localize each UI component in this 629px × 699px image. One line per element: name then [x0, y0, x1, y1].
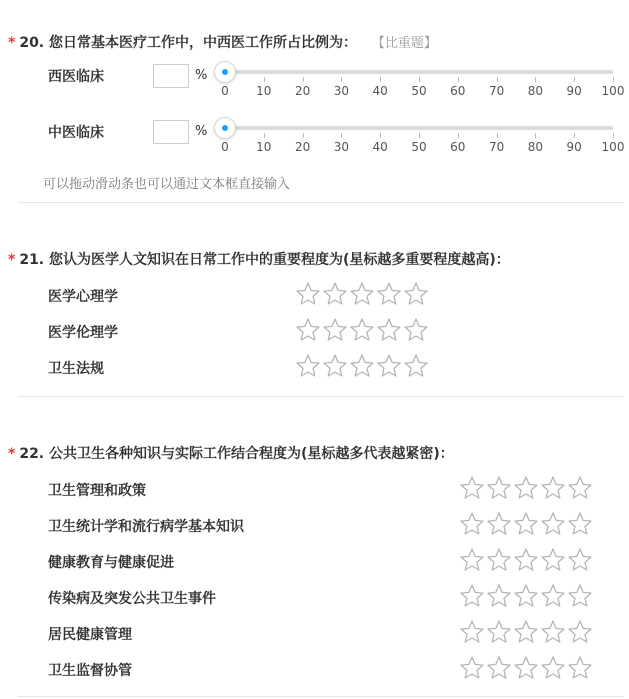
star-icon[interactable]	[540, 475, 566, 501]
star-icon[interactable]	[486, 475, 512, 501]
slider-tick-label: 80	[527, 140, 544, 154]
slider-tick-label: 80	[527, 84, 544, 98]
slider-scale	[221, 77, 625, 99]
q22-row-label: 卫生统计学和流行病学基本知识	[48, 519, 244, 535]
slider-tick-label: 90	[566, 84, 582, 98]
required-mark: *	[8, 446, 16, 462]
slider-tick	[574, 133, 575, 138]
q21-title	[8, 249, 510, 269]
q20-western-percent-sign: %	[195, 68, 208, 83]
q22-row-label: 卫生监督协管	[48, 663, 132, 679]
q22-row-label: 传染病及突发公共卫生事件	[48, 591, 216, 607]
q20-title	[8, 32, 437, 52]
q20-chinese-slider[interactable]	[221, 126, 625, 156]
slider-tick	[613, 133, 614, 138]
slider-scale	[221, 133, 625, 155]
q20-title-text: 您日常基本医疗工作中，中西医工作所占比例为：	[49, 35, 358, 51]
star-icon[interactable]	[403, 317, 429, 343]
slider-tick	[264, 77, 265, 82]
slider-tick-label: 70	[488, 140, 505, 154]
q21-title-text: 您认为医学人文知识在日常工作中的重要程度为(星标越多重要程度越高)：	[49, 252, 510, 268]
slider-tick	[613, 77, 614, 82]
star-icon[interactable]	[459, 655, 485, 681]
star-icon[interactable]	[486, 511, 512, 537]
question-divider	[18, 396, 624, 397]
star-icon[interactable]	[513, 655, 539, 681]
star-icon[interactable]	[540, 511, 566, 537]
star-icon[interactable]	[295, 353, 321, 379]
slider-tick	[303, 133, 304, 138]
slider-tick	[497, 133, 498, 138]
star-icon[interactable]	[376, 353, 402, 379]
star-icon[interactable]	[376, 317, 402, 343]
q21-number: 21.	[19, 252, 45, 268]
slider-tick	[535, 77, 536, 82]
slider-tick	[535, 133, 536, 138]
q22-row-label: 健康教育与健康促进	[48, 555, 174, 571]
slider-tick-label: 40	[372, 140, 388, 154]
star-icon[interactable]	[322, 281, 348, 307]
slider-tick	[380, 133, 381, 138]
slider-tick-label: 70	[488, 84, 505, 98]
q20-western-slider[interactable]	[221, 70, 625, 100]
star-icon[interactable]	[567, 547, 593, 573]
slider-tick-label: 40	[372, 84, 388, 98]
slider-tick	[458, 133, 459, 138]
star-icon[interactable]	[513, 583, 539, 609]
slider-tick-label: 20	[294, 140, 311, 154]
star-icon[interactable]	[403, 353, 429, 379]
q22-number: 22.	[19, 446, 45, 462]
star-icon[interactable]	[567, 475, 593, 501]
q21-row-label: 卫生法规	[48, 361, 104, 377]
slider-tick-label: 50	[411, 140, 427, 154]
slider-tick	[419, 133, 420, 138]
star-icon[interactable]	[295, 281, 321, 307]
star-icon[interactable]	[349, 317, 375, 343]
slider-handle[interactable]	[214, 117, 236, 139]
q20-western-percent-input[interactable]	[153, 64, 189, 88]
slider-tick-label: 100	[601, 84, 625, 98]
q20-row-label-western: 西医临床	[48, 69, 104, 85]
slider-tick-label: 30	[333, 84, 350, 98]
star-icon[interactable]	[486, 583, 512, 609]
q20-hint-text: 可以拖动滑动条也可以通过文本框直接输入	[43, 177, 291, 192]
slider-tick	[264, 133, 265, 138]
star-icon[interactable]	[349, 353, 375, 379]
slider-tick-label: 60	[450, 140, 466, 154]
slider-tick	[341, 77, 342, 82]
q22-title-text: 公共卫生各种知识与实际工作结合程度为(星标越多代表越紧密)：	[49, 446, 454, 462]
q21-row-label: 医学心理学	[48, 289, 118, 305]
slider-tick-label: 10	[256, 140, 272, 154]
slider-tick-label: 10	[256, 84, 272, 98]
star-icon[interactable]	[540, 547, 566, 573]
slider-tick	[419, 77, 420, 82]
star-icon[interactable]	[322, 317, 348, 343]
q20-type-tag: 【比重题】	[371, 36, 437, 51]
star-icon[interactable]	[486, 619, 512, 645]
q20-chinese-percent-input[interactable]	[153, 120, 189, 144]
q22-title	[8, 443, 454, 463]
slider-tick-label: 100	[601, 140, 625, 154]
star-icon[interactable]	[459, 583, 485, 609]
slider-tick	[458, 77, 459, 82]
star-icon[interactable]	[540, 583, 566, 609]
star-icon[interactable]	[349, 281, 375, 307]
slider-tick	[303, 77, 304, 82]
star-icon[interactable]	[459, 475, 485, 501]
q20-number: 20.	[19, 35, 45, 51]
slider-track[interactable]	[225, 126, 613, 130]
question-divider	[18, 202, 624, 203]
star-icon[interactable]	[567, 583, 593, 609]
star-icon[interactable]	[513, 475, 539, 501]
star-icon[interactable]	[513, 547, 539, 573]
star-icon[interactable]	[567, 511, 593, 537]
star-icon[interactable]	[459, 547, 485, 573]
slider-track[interactable]	[225, 70, 613, 74]
slider-tick-label: 20	[294, 84, 311, 98]
slider-tick	[497, 77, 498, 82]
star-icon[interactable]	[513, 511, 539, 537]
question-divider	[18, 696, 624, 697]
q20-row-label-chinese: 中医临床	[48, 125, 104, 141]
slider-tick	[380, 77, 381, 82]
star-icon[interactable]	[295, 317, 321, 343]
slider-tick-label: 50	[411, 84, 427, 98]
star-icon[interactable]	[567, 619, 593, 645]
star-icon[interactable]	[486, 547, 512, 573]
slider-tick	[341, 133, 342, 138]
star-icon[interactable]	[376, 281, 402, 307]
slider-tick-label: 0	[221, 140, 229, 154]
slider-tick-label: 30	[333, 140, 350, 154]
q22-row-label: 卫生管理和政策	[48, 483, 146, 499]
star-icon[interactable]	[540, 655, 566, 681]
star-icon[interactable]	[567, 655, 593, 681]
star-icon[interactable]	[322, 353, 348, 379]
q20-chinese-percent-sign: %	[195, 124, 208, 139]
q22-row-label: 居民健康管理	[48, 627, 132, 643]
slider-tick-label: 60	[450, 84, 466, 98]
slider-tick-label: 0	[221, 84, 229, 98]
slider-handle[interactable]	[214, 61, 236, 83]
star-icon[interactable]	[513, 619, 539, 645]
star-icon[interactable]	[486, 655, 512, 681]
required-mark: *	[8, 252, 16, 268]
star-icon[interactable]	[403, 281, 429, 307]
required-mark: *	[8, 35, 16, 51]
star-icon[interactable]	[459, 619, 485, 645]
q21-row-label: 医学伦理学	[48, 325, 118, 341]
slider-tick	[574, 77, 575, 82]
star-icon[interactable]	[540, 619, 566, 645]
star-icon[interactable]	[459, 511, 485, 537]
slider-tick-label: 90	[566, 140, 582, 154]
